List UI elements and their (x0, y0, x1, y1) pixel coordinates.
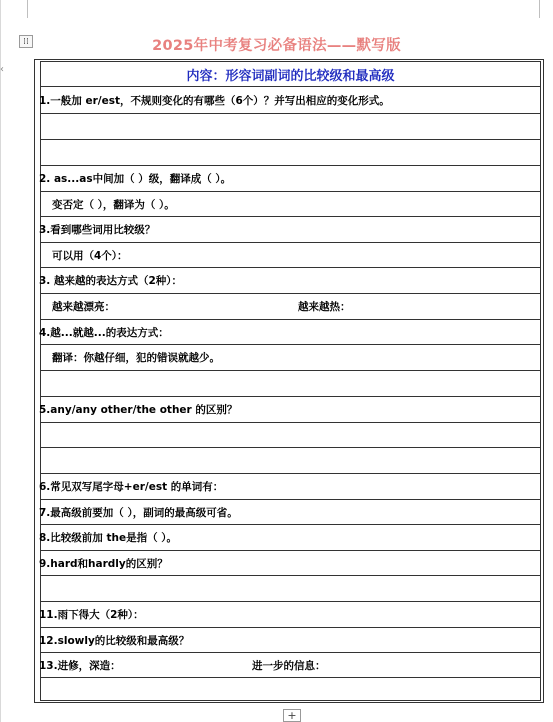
answer-row[interactable] (41, 423, 540, 448)
question-row-3a (41, 217, 540, 243)
question-row-5a (41, 320, 540, 345)
margin-mark-right (539, 0, 540, 18)
question-text: 3. 越来越的表达方式（2种）： (39, 275, 183, 287)
question-row-5b (41, 345, 540, 371)
question-text: 9.hard和hardly的区别？ (39, 557, 168, 570)
question-text: 进一步的信息： (252, 659, 326, 672)
page-edge (0, 0, 1, 722)
answer-row[interactable] (41, 114, 540, 140)
question-text: 4.越...就越...的表达方式： (39, 326, 169, 339)
heading-text: 内容：形容词副词的比较级和最高级 (186, 68, 395, 84)
answer-row[interactable] (41, 576, 540, 602)
question-row-12 (41, 628, 540, 653)
question-text: 13.进修，深造： (39, 659, 121, 672)
question-row-11 (41, 602, 540, 628)
question-text: 越来越热： (298, 301, 351, 313)
question-text: 3.看到哪些词用比较级？ (39, 224, 156, 236)
question-text: 翻译：你越仔细，犯的错误就越少。 (52, 352, 220, 364)
question-text: 6.常见双写尾字母+er/est 的单词有： (39, 481, 224, 493)
question-row-6 (41, 397, 540, 423)
question-text: 2. as...as中间加（ ）级，翻译成（ ）。 (39, 173, 232, 185)
question-text: 变否定（ ），翻译为（ ）。 (52, 198, 175, 211)
margin-mark-left (27, 0, 28, 18)
worksheet-table (40, 61, 541, 701)
question-text: 7.最高级前要加（ ），副词的最高级可省。 (39, 506, 238, 519)
question-row-2a (41, 166, 540, 192)
question-row-7 (41, 474, 540, 500)
question-row-2b (41, 192, 540, 217)
table-move-handle-icon[interactable]: ⁞⁞ (19, 35, 33, 48)
question-text: 越来越漂亮： (52, 301, 115, 313)
question-text: 1.一般加 er/est，不规则变化的有哪些（6个）？并写出相应的变化形式。 (39, 94, 390, 107)
question-text: 可以用（4个）： (52, 249, 128, 262)
chevron-left-icon: ‹ (0, 64, 4, 75)
question-text: 12.slowly的比较级和最高级？ (39, 634, 190, 647)
document-title: 2025年中考复习必备语法——默写版 (152, 38, 401, 54)
question-text: 8.比较级前加 the是指（ ）。 (39, 532, 177, 544)
question-row-1 (41, 87, 540, 114)
question-text: 11.雨下得大（2种）： (39, 609, 144, 621)
question-text: 5.any/any other/the other 的区别？ (39, 404, 238, 416)
add-row-plus-icon[interactable]: + (283, 709, 301, 722)
answer-row[interactable] (41, 140, 540, 166)
question-row-3b (41, 243, 540, 268)
answer-row[interactable] (41, 448, 540, 474)
question-row-10 (41, 551, 540, 576)
question-row-8 (41, 500, 540, 525)
table-heading (41, 62, 540, 87)
question-row-9 (41, 525, 540, 551)
answer-row[interactable] (41, 371, 540, 397)
question-row-4b (41, 294, 540, 320)
question-row-4a (41, 268, 540, 294)
answer-row[interactable] (41, 678, 540, 700)
question-row-13 (41, 653, 540, 678)
